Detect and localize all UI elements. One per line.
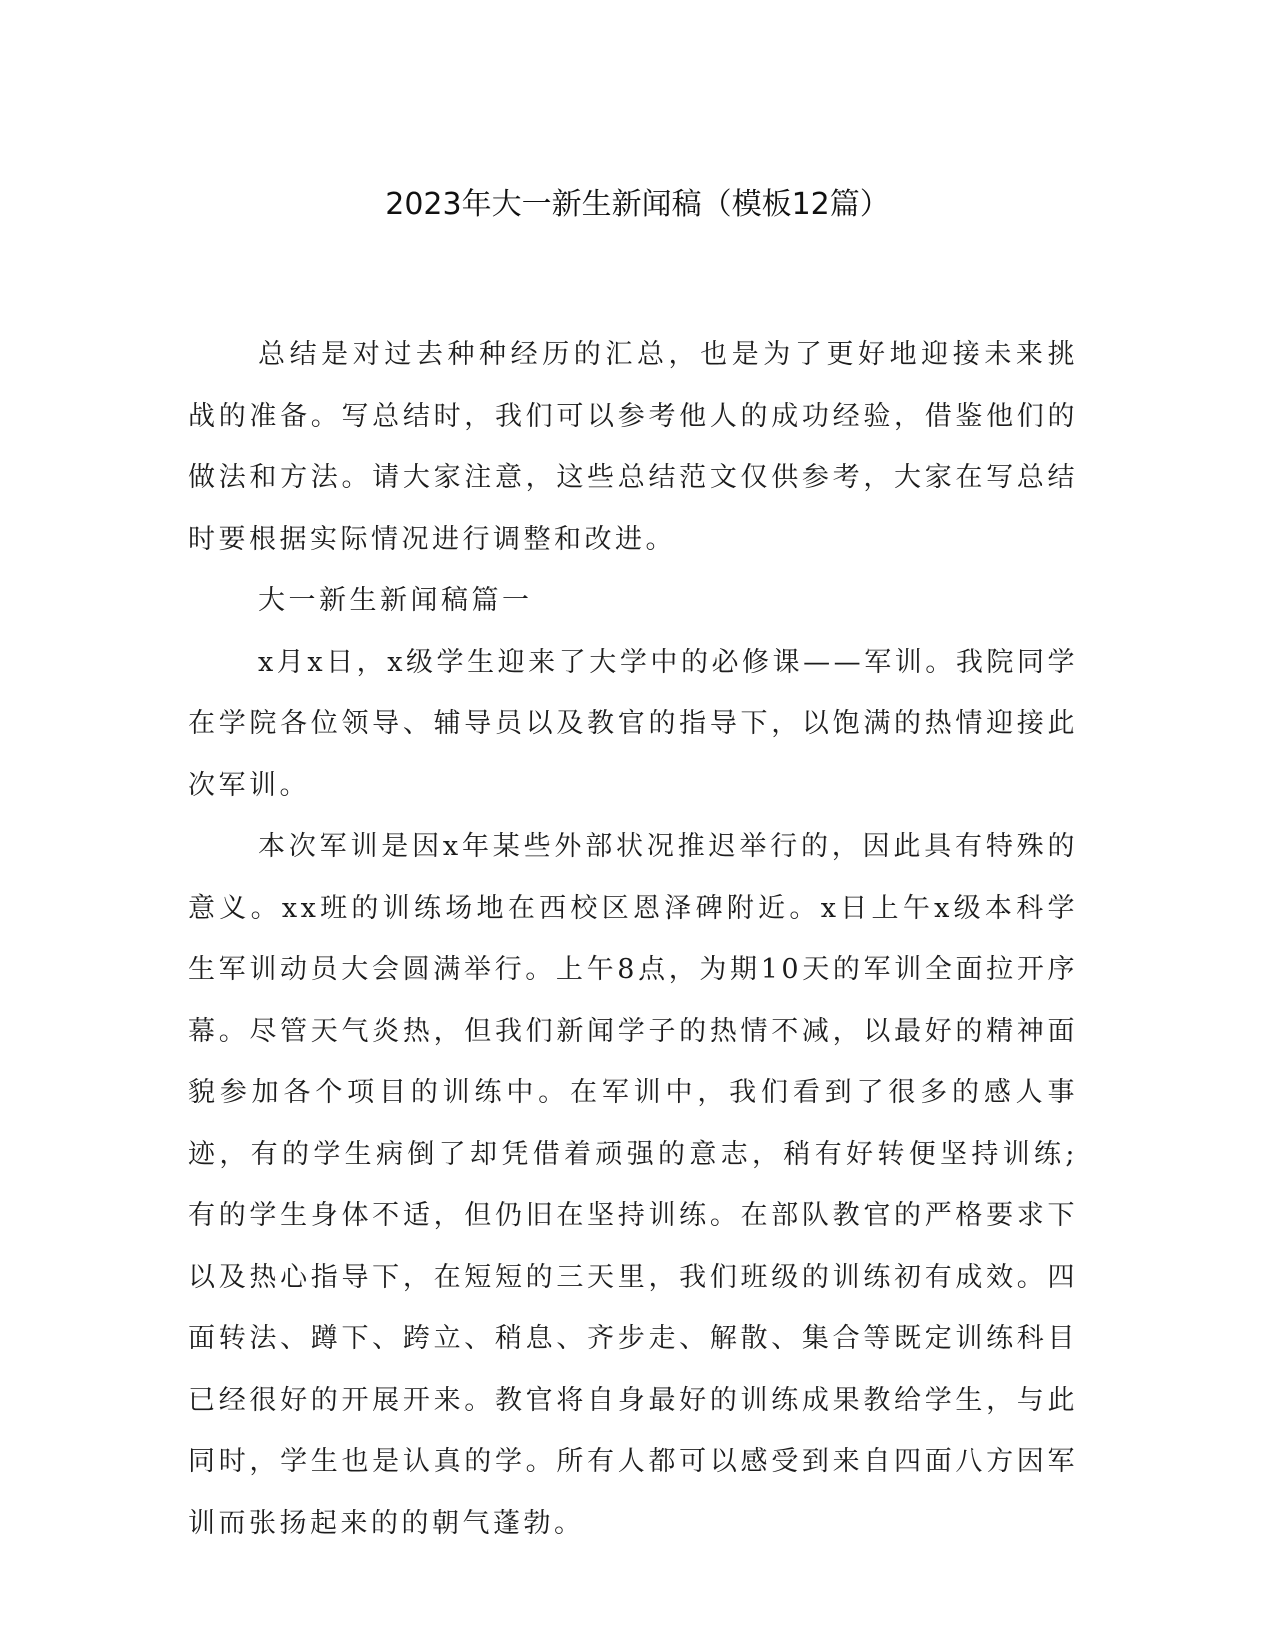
document-title: 2023年大一新生新闻稿（模板12篇） [385, 187, 890, 222]
document-body [188, 324, 1078, 1554]
body-paragraph: 本次军训是因x年某些外部状况推迟举行的，因此具有特殊的意义。xx班的训练场地在西校区恩泽碑附近。x日上午x级本科学生军训动员大会圆满举行。上午8点，为期10天的军训全面拉开序幕。尽管天气炎热，但我们新闻学子的热情不减，以最好的精神面貌参加各个项目的训练中。在军训中，我们看到了很多的感人事迹，有的学生病倒了却凭借着顽强的意志，稍有好转便坚持训练;有的学生身体不适，但仍旧在坚持训练。在部队教官的严格要求下以及热心指导下，在短短的三天里，我们班级的训练初有成效。四面转法、蹲下、跨立、稍息、齐步走、解散、集合等既定训练科目已经很好的开展开来。教官将自身最好的训练成果教给学生，与此同时，学生也是认真的学。所有人都可以感受到来自四面八方因军训而张扬起来的的朝气蓬勃。 [188, 831, 1078, 1539]
body-paragraph: x月x日，x级学生迎来了大学中的必修课——军训。我院同学在学院各位领导、辅导员以及教官的指导下，以饱满的热情迎接此次军训。 [188, 646, 1078, 801]
section-heading: 大一新生新闻稿篇一 [258, 585, 533, 616]
intro-paragraph: 总结是对过去种种经历的汇总，也是为了更好地迎接未来挑战的准备。写总结时，我们可以参考他人的成功经验，借鉴他们的做法和方法。请大家注意，这些总结范文仅供参考，大家在写总结时要根据实际情况进行调整和改进。 [188, 339, 1078, 555]
